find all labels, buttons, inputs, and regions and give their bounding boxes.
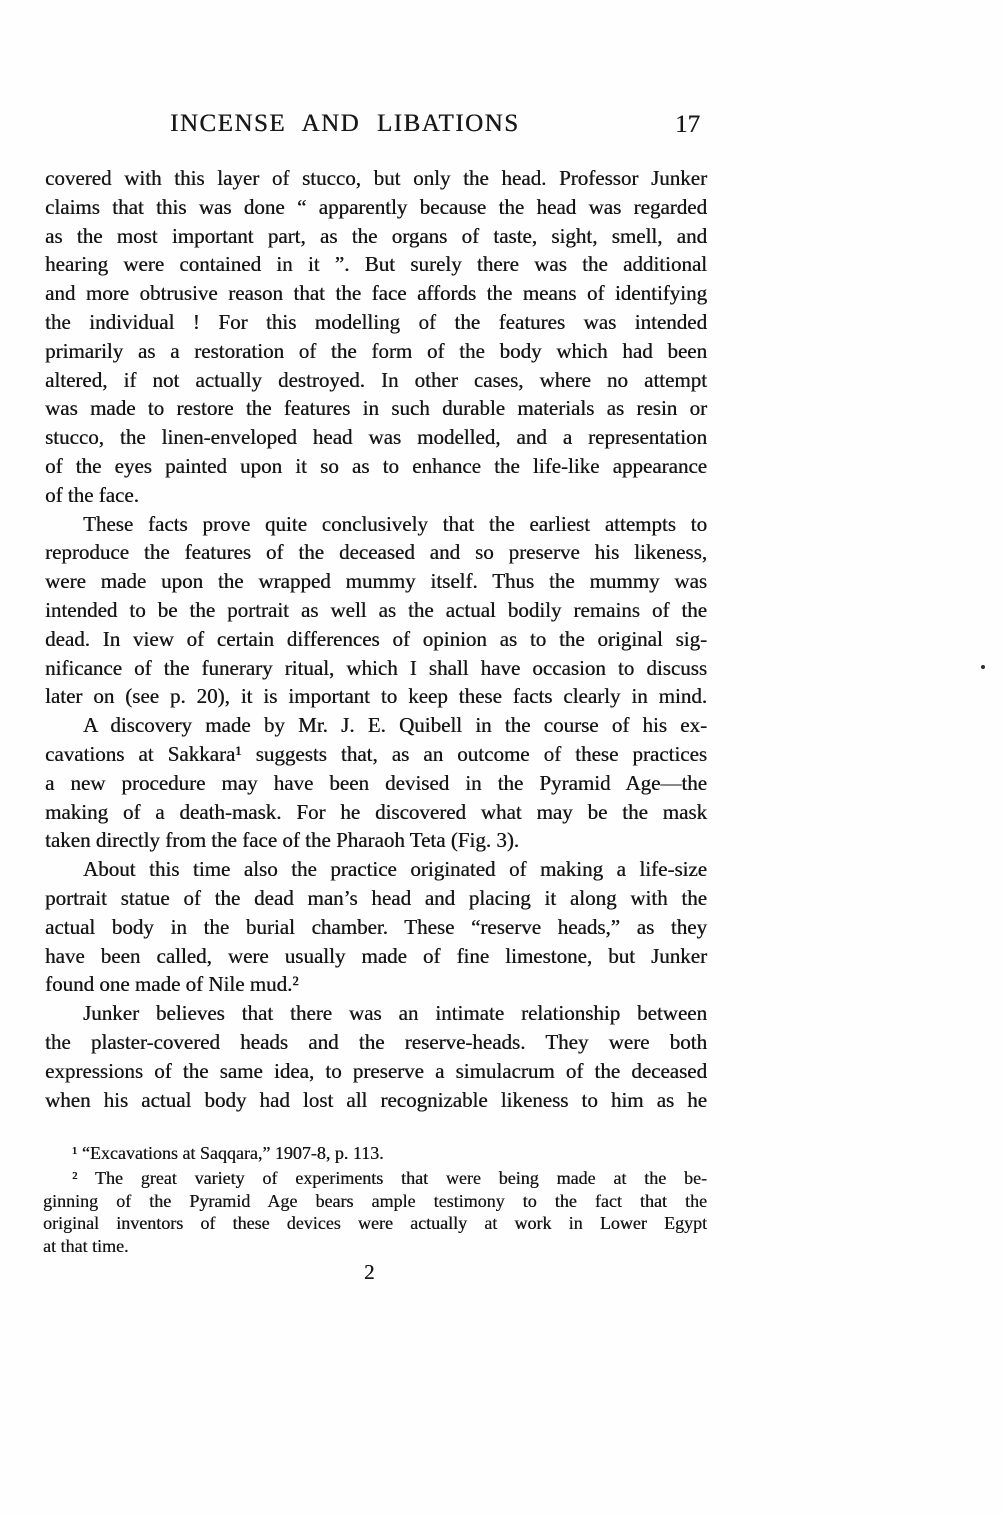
text-line: making of a death-mask. For he discovered what may be the mask <box>45 799 707 824</box>
text-line: About this time also the practice originated of making a life-size <box>83 857 707 882</box>
text-line: stucco, the linen-enveloped head was modelled, and a representation <box>45 425 707 450</box>
signature-mark: 2 <box>364 1260 375 1284</box>
text-line: portrait statue of the dead man’s head and placing it along with the <box>45 885 707 910</box>
footnote-line: at that time. <box>43 1236 129 1257</box>
footnote-line: ¹ “Excavations at Saqqara,” 1907-8, p. 113. <box>72 1143 384 1163</box>
text-line: later on (see p. 20), it is important to keep these facts clearly in mind. <box>45 684 707 709</box>
text-line: These facts prove quite conclusively that the earliest attempts to <box>83 511 707 536</box>
text-line: a new procedure may have been devised in the Pyramid Age—the <box>45 770 707 795</box>
page-number: 17 <box>675 111 700 138</box>
text-line: primarily as a restoration of the form of the body which had been <box>45 338 707 363</box>
text-line: covered with this layer of stucco, but only the head. Professor Junker <box>45 166 707 190</box>
text-line: were made upon the wrapped mummy itself. Thus the mummy was <box>45 569 707 594</box>
paragraph-1 <box>45 164 707 510</box>
text-line: expressions of the same idea, to preserve a simulacrum of the deceased <box>45 1058 707 1083</box>
text-line: taken directly from the face of the Pharaoh Teta (Fig. 3). <box>45 828 519 853</box>
paragraph-2 <box>45 510 707 712</box>
text-line: found one made of Nile mud.² <box>45 972 299 997</box>
text-line: have been called, were usually made of fine limestone, but Junker <box>45 943 707 968</box>
text-line: of the face. <box>45 482 139 507</box>
text-line: reproduce the features of the deceased and so preserve his likeness, <box>45 540 707 565</box>
text-line: Junker believes that there was an intimate relationship between <box>83 1001 707 1026</box>
text-line: and more obtrusive reason that the face affords the means of identifying <box>45 281 707 306</box>
paragraph-4 <box>45 855 707 999</box>
text-line: cavations at Sakkara¹ suggests that, as an outcome of these practices <box>45 741 707 766</box>
text-line: dead. In view of certain differences of opinion as to the original sig- <box>45 626 707 651</box>
text-line: was made to restore the features in such durable materials as resin or <box>45 396 707 421</box>
text-line: intended to be the portrait as well as the actual bodily remains of the <box>45 597 707 622</box>
text-line: hearing were contained in it ”. But surely there was the additional <box>45 252 707 277</box>
footnote-2 <box>43 1167 707 1258</box>
text-line: as the most important part, as the organs of taste, sight, smell, and <box>45 223 707 248</box>
body-text <box>45 164 707 1114</box>
text-line: claims that this was done “ apparently because the head was regarded <box>45 194 707 219</box>
text-line: when his actual body had lost all recognizable likeness to him as he <box>45 1087 707 1112</box>
footnote-1 <box>43 1142 707 1165</box>
paragraph-3 <box>45 711 707 855</box>
paragraph-5 <box>45 999 707 1114</box>
footnote-line: ² The great variety of experiments that were being made at the be- <box>72 1167 707 1188</box>
text-line: the individual ! For this modelling of the features was intended <box>45 309 707 334</box>
text-line: of the eyes painted upon it so as to enhance the life-like appearance <box>45 453 707 478</box>
footnotes <box>43 1142 707 1258</box>
footnote-line: ginning of the Pyramid Age bears ample testimony to the fact that the <box>43 1190 707 1211</box>
text-line: actual body in the burial chamber. These “reserve heads,” as they <box>45 914 707 939</box>
text-line: the plaster-covered heads and the reserve-heads. They were both <box>45 1029 707 1054</box>
text-line: nificance of the funerary ritual, which I shall have occasion to discuss <box>45 655 707 680</box>
scan-artifact-dot <box>981 665 985 669</box>
footnote-line: original inventors of these devices were actually at work in Lower Egypt <box>43 1213 707 1234</box>
text-line: A discovery made by Mr. J. E. Quibell in the course of his ex- <box>83 713 707 738</box>
text-line: altered, if not actually destroyed. In other cases, where no attempt <box>45 367 707 392</box>
running-header-title: INCENSE AND LIBATIONS <box>170 110 520 137</box>
